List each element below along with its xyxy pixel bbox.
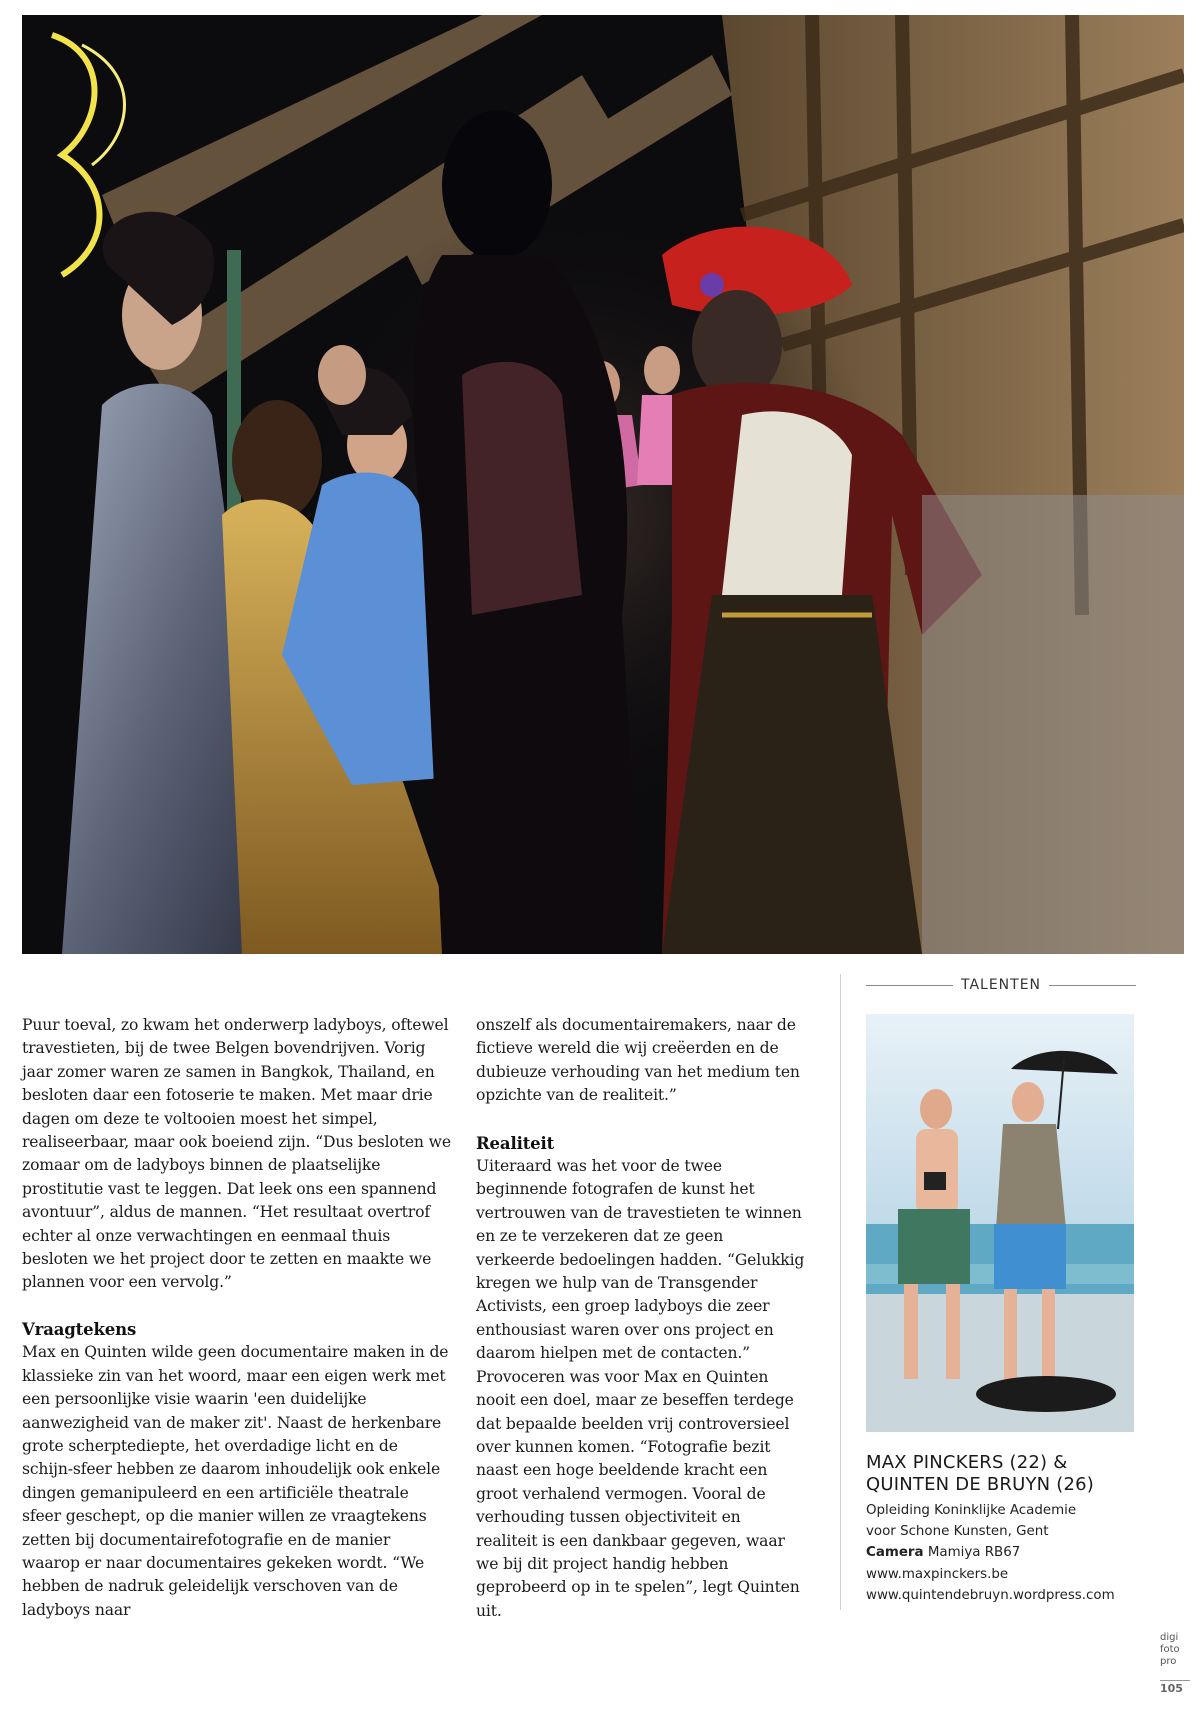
header-rule-right [1049, 985, 1136, 986]
article-paragraph-continued: onszelf als documentairemakers, naar de fictieve wereld die wij creëerden en de dubieuze verhouding van het medium ten opzichte van de realiteit.” [476, 1016, 800, 1105]
portrait-illustration [866, 1014, 1134, 1432]
hero-photo-ladyboys-backstage [22, 15, 1184, 954]
article-paragraph-realiteit: Uiteraard was het voor de twee beginnende fotografen de kunst het vertrouwen van de travestieten te winnen en ze te verzekeren dat ze geen verkeerde bedoelingen hadden. “Gelukkig kregen we hulp van de Transgender Activists, een groep ladyboys die zeer enthousiast waren over ons project en daarom hielpen met de contacten.” Provoceren was voor Max en Quinten nooit een doel, maar ze beseffen terdege dat bepaalde beelden vrij controversieel over kunnen komen. “Fotografie bezit naast een hoge beeldende kracht een groot verhalend vermogen. Vooral de verhouding tussen objectiviteit en realiteit is een dankbaar gegeven, waar we bij dit project handig hebben geprobeerd op in te spelen”, legt Quinten uit. [476, 1157, 805, 1620]
website-max-link[interactable]: www.maxpinckers.be [866, 1566, 1009, 1582]
heading-realiteit: Realiteit [476, 1133, 555, 1153]
talent-sidebar [840, 974, 1184, 1610]
name-line-1: MAX PINCKERS (22) & [866, 1452, 1068, 1473]
page-number: 105 [1160, 1680, 1190, 1695]
education-line-2: voor Schone Kunsten, Gent [866, 1524, 1049, 1540]
article-intro: Puur toeval, zo kwam het onderwerp ladyboys, oftewel travestieten, bij de twee Belgen bovendrijven. Vorig jaar zomer waren ze samen in Bangkok, Thailand, en besloten daar een fotoserie te maken. Met maar drie dagen om deze te voltooien moest het simpel, realiseerbaar, maar ook boeiend zijn. “Dus besloten we zomaar om de ladyboys binnen de plaatselijke prostitutie vast te leggen. Dat leek ons een spannend avontuur”, aldus de mannen. “Het resultaat overtrof echter al onze verwachtingen en eenmaal thuis besloten we het project door te zetten en maakte we plannen voor een vervolg.” [22, 1016, 451, 1292]
section-label: TALENTEN [960, 977, 1042, 993]
photographers-portrait [866, 1014, 1134, 1432]
article-paragraph-vraagtekens: Max en Quinten wilde geen documentaire maken in de klassieke zin van het woord, maar een eigen werk met een persoonlijke visie waarin 'een duidelijke aanwezigheid van de maker zit'. Naast de herkenbare grote scherptediepte, het overdadige licht en de schijn-sfeer hebben ze daarom inhoudelijk ook enkele dingen gemanipuleerd en een artificiële theatrale sfeer geschept, op die manier willen ze vraagtekens zetten bij documentairefotografie en de manier waarop er naar documentaires gekeken wordt. “We hebben de nadruk geleidelijk verschoven van de ladyboys naar [22, 1343, 449, 1619]
brand-line-1: digi [1160, 1632, 1179, 1643]
photographer-names [866, 1452, 1166, 1496]
camera-line [866, 1542, 1166, 1563]
website-quinten-link[interactable]: www.quintendebruyn.wordpress.com [866, 1587, 1115, 1603]
header-rule-left [866, 985, 953, 986]
camera-value: Mamiya RB67 [927, 1545, 1021, 1561]
article-column-1 [22, 1014, 452, 1622]
photographer-details [866, 1500, 1166, 1606]
section-header [866, 974, 1136, 996]
hero-photo-illustration [22, 15, 1184, 954]
brand-line-2: foto [1160, 1644, 1180, 1655]
heading-vraagtekens: Vraagtekens [22, 1319, 137, 1339]
name-line-2: QUINTEN DE BRUYN (26) [866, 1474, 1094, 1495]
camera-label: Camera [866, 1545, 924, 1561]
article-column-2 [476, 1014, 806, 1623]
brand-line-3: pro [1160, 1656, 1177, 1667]
education-line-1: Opleiding Koninklijke Academie [866, 1503, 1077, 1518]
page-folio [1160, 1632, 1190, 1695]
